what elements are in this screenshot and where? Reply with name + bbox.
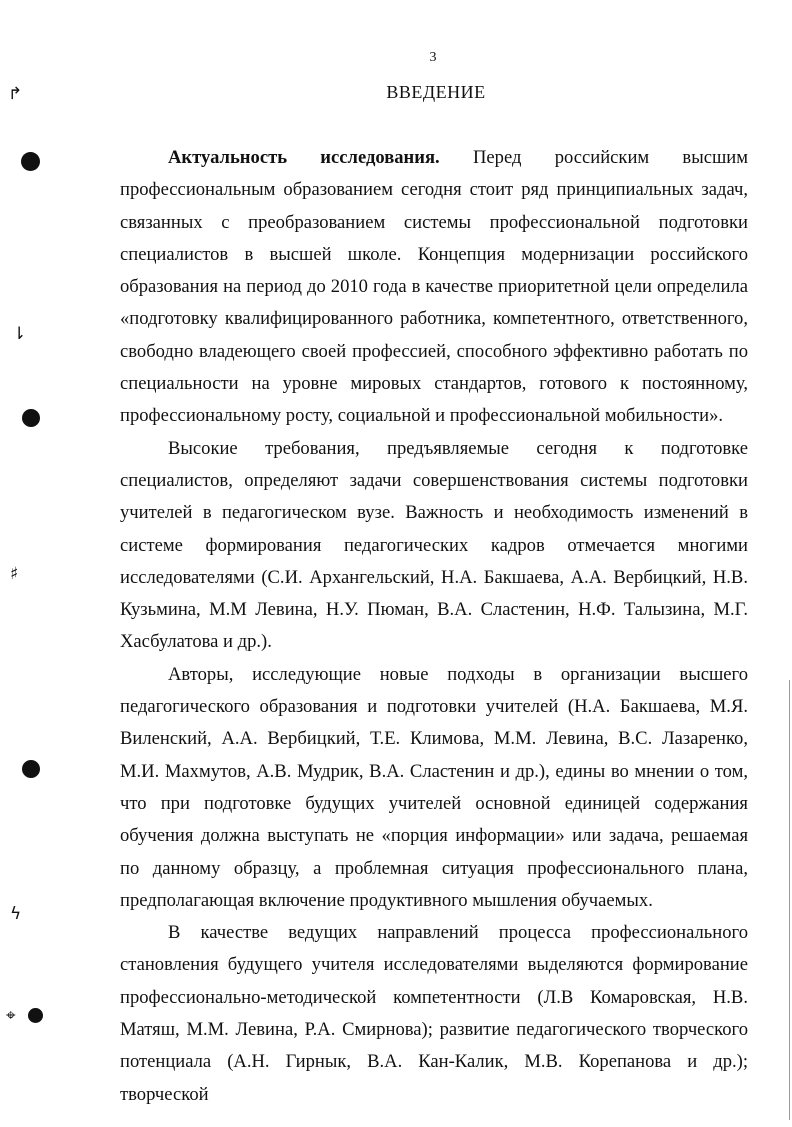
- scan-edge-line: [789, 680, 790, 1120]
- margin-scribble-icon: ⇂: [12, 324, 27, 344]
- page-number: 3: [429, 50, 437, 65]
- binder-hole-mark: [22, 760, 40, 778]
- paragraph-requirements: Высокие требования, предъявляемые сегодня к подготовке специалистов, определяют задачи совершенствования системы подготовки учителей в педагогическом вузе. Важность и необходимость изменений в системе формирования педагогических кадров отмечается многими исследователями (С.И. Архангельский, Н.А. Бакшаева, А.А. Вербицкий, Н.В. Кузьмина, М.М Левина, Н.У. Пюман, В.А. Сластенин, Н.Ф. Талызина, М.Г. Хасбулатова и др.).: [120, 437, 748, 653]
- paragraph-directions: В качестве ведущих направлений процесса профессионального становления будущего учителя исследователями выделяются формирование профессионально-методической компетентности (Л.В Комаровская, Н.В. Матяш, М.М. Левина, Р.А. Смирнова); развитие педагогического творческого потенциала (А.Н. Гирнык, В.А. Кан-Калик, М.В. Корепанова и др.); творческой: [120, 922, 748, 1105]
- binder-hole-mark: [22, 409, 40, 427]
- paragraph-authors: Авторы, исследующие новые подходы в организации высшего педагогического образования и подготовки учителей (Н.А. Бакшаева, М.Я. Виленский, А.А. Вербицкий, Т.Е. Климова, М.М. Левина, В.С. Лазаренко, М.И. Махмутов, А.В. Мудрик, В.А. Сластенин и др.), едины во мнении о том, что при подготовке будущих учителей основной единицей содержания обучения должна выступать не «порция информации» или задача, решаемая по данному образцу, а проблемная ситуация профессионального плана, предполагающая включение продуктивного мышления обучаемых.: [120, 663, 748, 911]
- margin-scribble-icon: ϟ: [10, 904, 22, 924]
- paragraph-text: Перед российским высшим профессиональным образованием сегодня стоит ряд принципиальных задач, связанных с преобразованием системы профессиональной подготовки специалистов в высшей школе. Концепция модернизации российского образования на период до 2010 года в качестве приоритетной цели определила «подготовку квалифицированного работника, компетентного, ответственного, свободно владеющего своей профессией, способного эффективно работать по специальности на уровне мировых стандартов, готового к постоянному, профессиональному росту, социальной и профессиональной мобильности».: [120, 147, 748, 427]
- paragraph-relevance: [120, 142, 748, 433]
- margin-scribble-icon: ♯: [10, 564, 19, 584]
- margin-scribble-icon: ⌖: [6, 1006, 16, 1026]
- binder-hole-mark: [21, 152, 40, 171]
- binder-hole-mark: [28, 1008, 43, 1023]
- document-body: [120, 142, 748, 1111]
- paragraph-lead: Актуальность исследования.: [168, 147, 440, 168]
- page-title: ВВЕДЕНИЕ: [386, 82, 486, 102]
- margin-scribble-icon: ↱: [8, 84, 23, 104]
